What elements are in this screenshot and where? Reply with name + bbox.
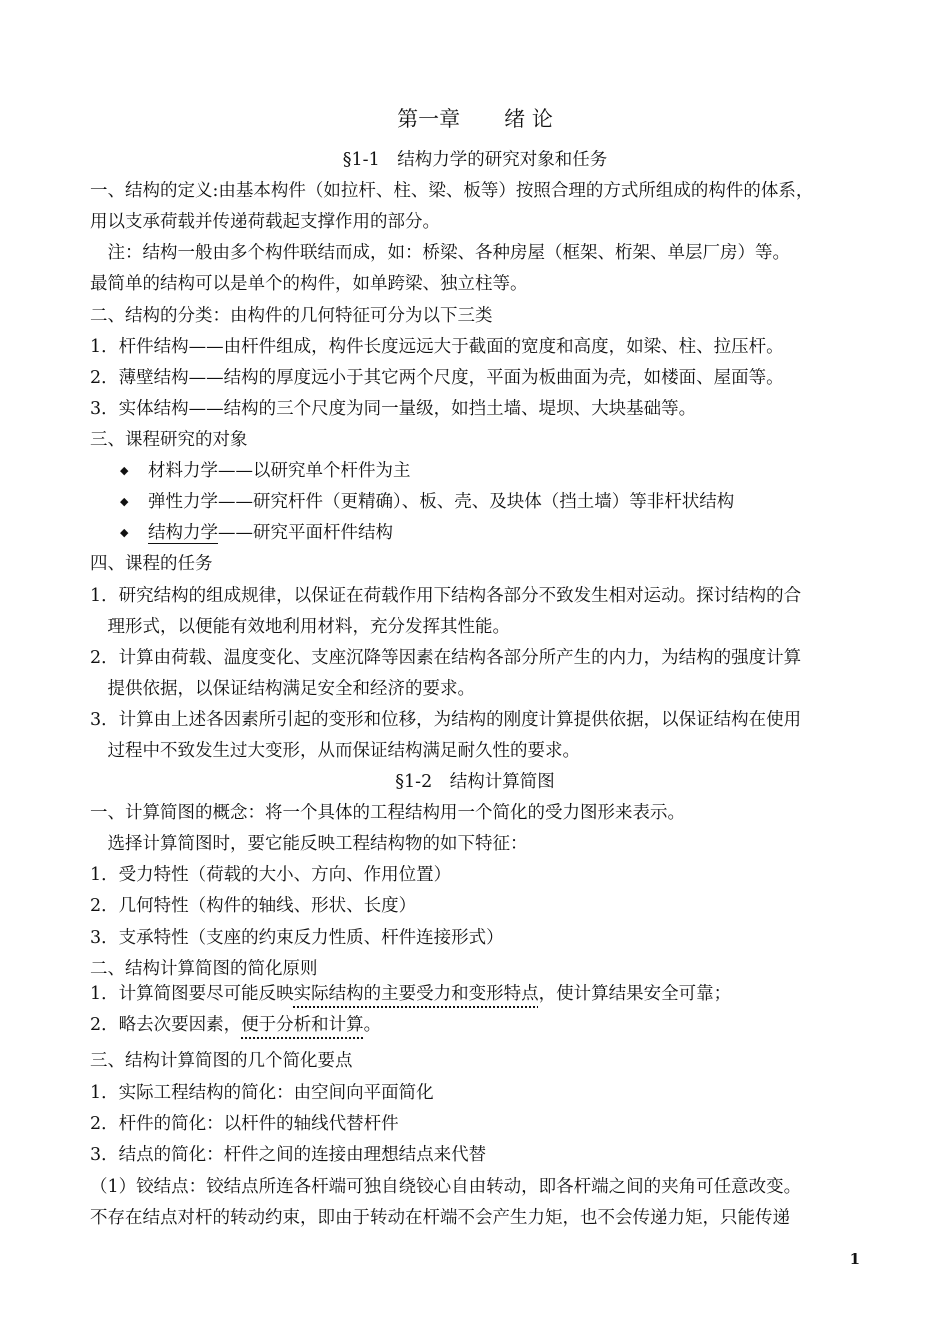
text-line: 提供依据，以保证结构满足安全和经济的要求。 — [90, 679, 475, 699]
principle-line-1: 1．计算简图要尽可能反映实际结构的主要受力和变形特点，使计算结果安全可靠； — [90, 984, 732, 1004]
dotted-emphasis: 便于分析和计算 — [241, 1015, 364, 1035]
diamond-bullet-icon: ◆ — [120, 526, 129, 539]
text-line: 2．计算由荷载、温度变化、支座沉降等因素在结构各部分所产生的内力，为结构的强度计算 — [90, 648, 802, 668]
text-line: 三、结构计算简图的几个简化要点 — [90, 1051, 353, 1071]
text-line: 用以支承荷载并传递荷载起支撑作用的部分。 — [90, 212, 440, 232]
principle-line-2: 2．略去次要因素，便于分析和计算。 — [90, 1015, 382, 1035]
text-line: 3．结点的简化：杆件之间的连接由理想结点来代替 — [90, 1145, 487, 1165]
text-line: （1）铰结点：铰结点所连各杆端可独自绕铰心自由转动，即各杆端之间的夹角可任意改变。 — [90, 1177, 802, 1197]
text-line: 选择计算简图时，要它能反映工程结构物的如下特征： — [90, 834, 528, 854]
diamond-bullet-icon: ◆ — [120, 464, 129, 477]
bullet-item: ◆ 材料力学——以研究单个杆件为主 — [120, 461, 411, 481]
chapter-number: 第一章 — [397, 107, 461, 131]
text-line: 理形式，以便能有效地利用材料，充分发挥其性能。 — [90, 617, 510, 637]
text-line: 注：结构一般由多个构件联结而成，如：桥梁、各种房屋（框架、桁架、单层厂房）等。 — [90, 243, 790, 263]
bullet-item: ◆ 结构力学——研究平面杆件结构 — [120, 523, 393, 543]
text-line: 最简单的结构可以是单个的构件，如单跨梁、独立柱等。 — [90, 274, 528, 294]
text-line: 过程中不致发生过大变形，从而保证结构满足耐久性的要求。 — [90, 741, 580, 761]
text-line: 三、课程研究的对象 — [90, 430, 248, 450]
bullet-item: ◆ 弹性力学——研究杆件（更精确）、板、壳、及块体（挡土墙）等非杆状结构 — [120, 492, 735, 512]
text-line: 3．实体结构——结构的三个尺度为同一量级，如挡土墙、堤坝、大块基础等。 — [90, 399, 697, 419]
text-line: 一、计算简图的概念：将一个具体的工程结构用一个简化的受力图形来表示。 — [90, 803, 685, 823]
text-line: 2．薄壁结构——结构的厚度远小于其它两个尺度，平面为板曲面为壳，如楼面、屋面等。 — [90, 368, 784, 388]
dotted-emphasis: 实际结构的主要受力和变形特点 — [293, 984, 539, 1004]
text-line: 二、结构计算简图的简化原则 — [90, 959, 318, 979]
chapter-name: 绪 论 — [504, 107, 553, 131]
text-line: 2．杆件的简化：以杆件的轴线代替杆件 — [90, 1114, 399, 1134]
text-line: 1．杆件结构——由杆件组成，构件长度远远大于截面的宽度和高度，如梁、柱、拉压杆。 — [90, 337, 784, 357]
diamond-bullet-icon: ◆ — [120, 495, 129, 508]
text-line: 不存在结点对杆的转动约束，即由于转动在杆端不会产生力矩，也不会传递力矩，只能传递 — [90, 1208, 790, 1228]
text-line: 3．计算由上述各因素所引起的变形和位移，为结构的刚度计算提供依据，以保证结构在使用 — [90, 710, 802, 730]
text-line: 四、课程的任务 — [90, 554, 213, 574]
chapter-title — [0, 106, 950, 132]
text-line: 二、结构的分类：由构件的几何特征可分为以下三类 — [90, 306, 493, 326]
text-line: 1．受力特性（荷载的大小、方向、作用位置） — [90, 865, 452, 885]
text-line: 1．实际工程结构的简化：由空间向平面简化 — [90, 1083, 434, 1103]
text-line: 1．研究结构的组成规律，以保证在荷载作用下结构各部分不致发生相对运动。探讨结构的合 — [90, 586, 802, 606]
section-1-2-heading: §1-2 结构计算简图 — [395, 772, 555, 792]
page-number: 1 — [849, 1250, 860, 1268]
text-line: 一、结构的定义:由基本构件（如拉杆、柱、梁、板等）按照合理的方式所组成的构件的体系， — [90, 181, 814, 201]
text-line: 2．几何特性（构件的轴线、形状、长度） — [90, 896, 417, 916]
text-line: 3．支承特性（支座的约束反力性质、杆件连接形式） — [90, 928, 504, 948]
section-1-1-heading: §1-1 结构力学的研究对象和任务 — [342, 150, 608, 170]
underlined-term: 结构力学 — [148, 523, 218, 543]
